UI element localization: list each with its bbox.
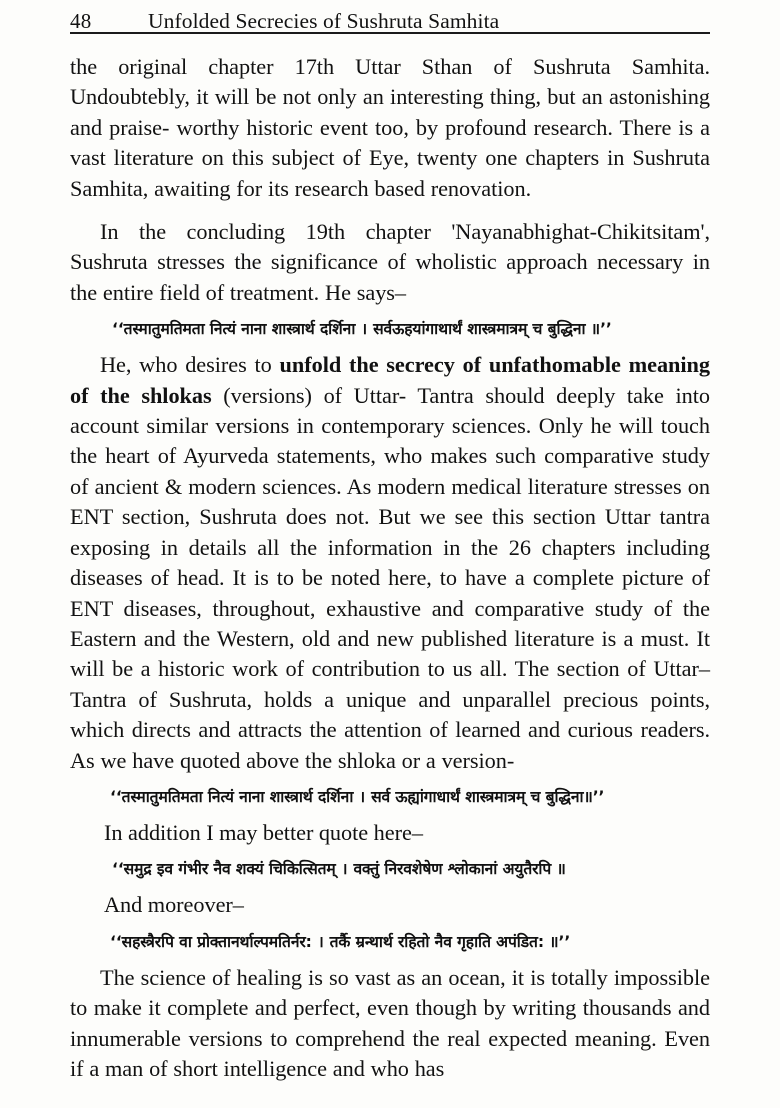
running-head [70,0,710,34]
shloka-4-danda: । [317,932,324,951]
shloka-4-open-quote: ‘‘ [110,932,122,951]
body-text [70,52,710,1084]
shloka-2-open-quote: ‘‘ [110,787,122,806]
shloka-2-second-half: सर्व ऊह्यांगाधार्थं शास्त्रमात्रम् च बुद्धिना॥ [371,787,593,806]
paragraph-3 [70,350,710,776]
paragraph-2: In the concluding 19th chapter 'Nayanabhighat-Chikitsitam', Sushruta stresses the significance of wholistic approach necessary in the entire field of treatment. He says– [70,219,710,305]
shloka-1-open-quote: ‘‘ [112,320,124,339]
lead-in-2: And moreover– [104,892,244,918]
shloka-4-second-half: तर्कै म्रन्थार्थ रहितो नैव गृहाति अपंडित: ॥ [329,932,559,951]
shloka-2-close-quote: ’’ [592,787,605,806]
shloka-1-first-half: तस्मातुमतिमता नित्यं नाना शास्त्रार्थ दर्शिना [123,320,356,339]
shloka-3-danda: । [341,860,348,879]
shloka-1-close-quote: ’’ [600,320,612,339]
spacer [70,204,710,217]
shloka-verse-1 [70,316,710,342]
shloka-4-first-half: सहस्त्रैरपि वा प्रोक्तानर्थाल्पमतिर्नर: [121,932,312,951]
spacer [70,776,710,784]
running-title: Unfolded Secrecies of Sushruta Samhita [148,8,500,33]
page-number: 48 [70,9,92,33]
spacer [70,848,710,856]
spacer [70,308,710,316]
page-content [70,0,710,1084]
paragraph-4: The science of healing is so vast as an ocean, it is totally impossible to make it complete and perfect, even though by writing thousands and innumerable versions to comprehend the real expected meaning. Even if a man of short intelligence and who has [70,964,710,1081]
shloka-3-first-half: समुद्र इव गंभीर नैव शक्यं चिकित्सितम् [123,860,336,879]
paragraph-1: the original chapter 17th Uttar Sthan of Sushruta Samhita. Undoubtebly, it will be not only an interesting thing, but an astonishing and praise- worthy historic event too, by profound research. There is a vast literature on this subject of Eye, twenty one chapters in Sushruta Samhita, awaiting for its research based renovation. [70,54,710,201]
shloka-1-danda: । [361,320,368,339]
shloka-verse-4 [70,929,710,955]
spacer [70,810,710,818]
shloka-3-second-half: वक्तुं निरवशेषेण श्लोकानां अयुतैरपि ॥ [353,860,566,879]
spacer [70,882,710,890]
spacer [70,921,710,929]
shloka-verse-3 [70,856,710,882]
paragraph-3-rest: (versions) of Uttar- Tantra should deeply take into account similar versions in contemporary sciences. Only he will touch the heart of Ayurveda statements, who makes such comparative study of ancient & modern sciences. As modern medical literature stresses on ENT section, Sushruta does not. But we see this section Uttar tantra exposing in details all the information in the 26 chapters including diseases of head. It is to be noted here, to have a complete picture of ENT diseases, throughout, exhaustive and comparative study of the Eastern and the Western, old and new published literature is a must. It will be a historic work of contribution to us all. The section of Uttar–Tantra of Sushruta, holds a unique and unparallel precious points, which directs and attracts the attention of learned and curious readers. As we have quoted above the shloka or a version- [70,382,710,773]
shloka-1-second-half: सर्वऊहयांगाथार्थं शास्त्रमात्रम् च बुद्धिना ॥ [373,320,601,339]
spacer [70,955,710,963]
shloka-3-open-quote: ‘‘ [112,860,124,879]
shloka-2-first-half: तस्मातुमतिमता नित्यं नाना शास्त्रार्थ दर्शिना [121,787,354,806]
paragraph-3-emphasis: unfold the secrecy of unfathomable meaning of the shlokas [70,352,710,408]
lead-in-1: In addition I may better quote here– [104,819,423,845]
header-rule [70,32,710,34]
shloka-2-danda: । [359,787,366,806]
shloka-verse-2 [70,784,710,810]
spacer [70,342,710,350]
shloka-4-close-quote: ’’ [558,932,571,951]
paragraph-3-lead: He, who desires to [100,352,280,378]
